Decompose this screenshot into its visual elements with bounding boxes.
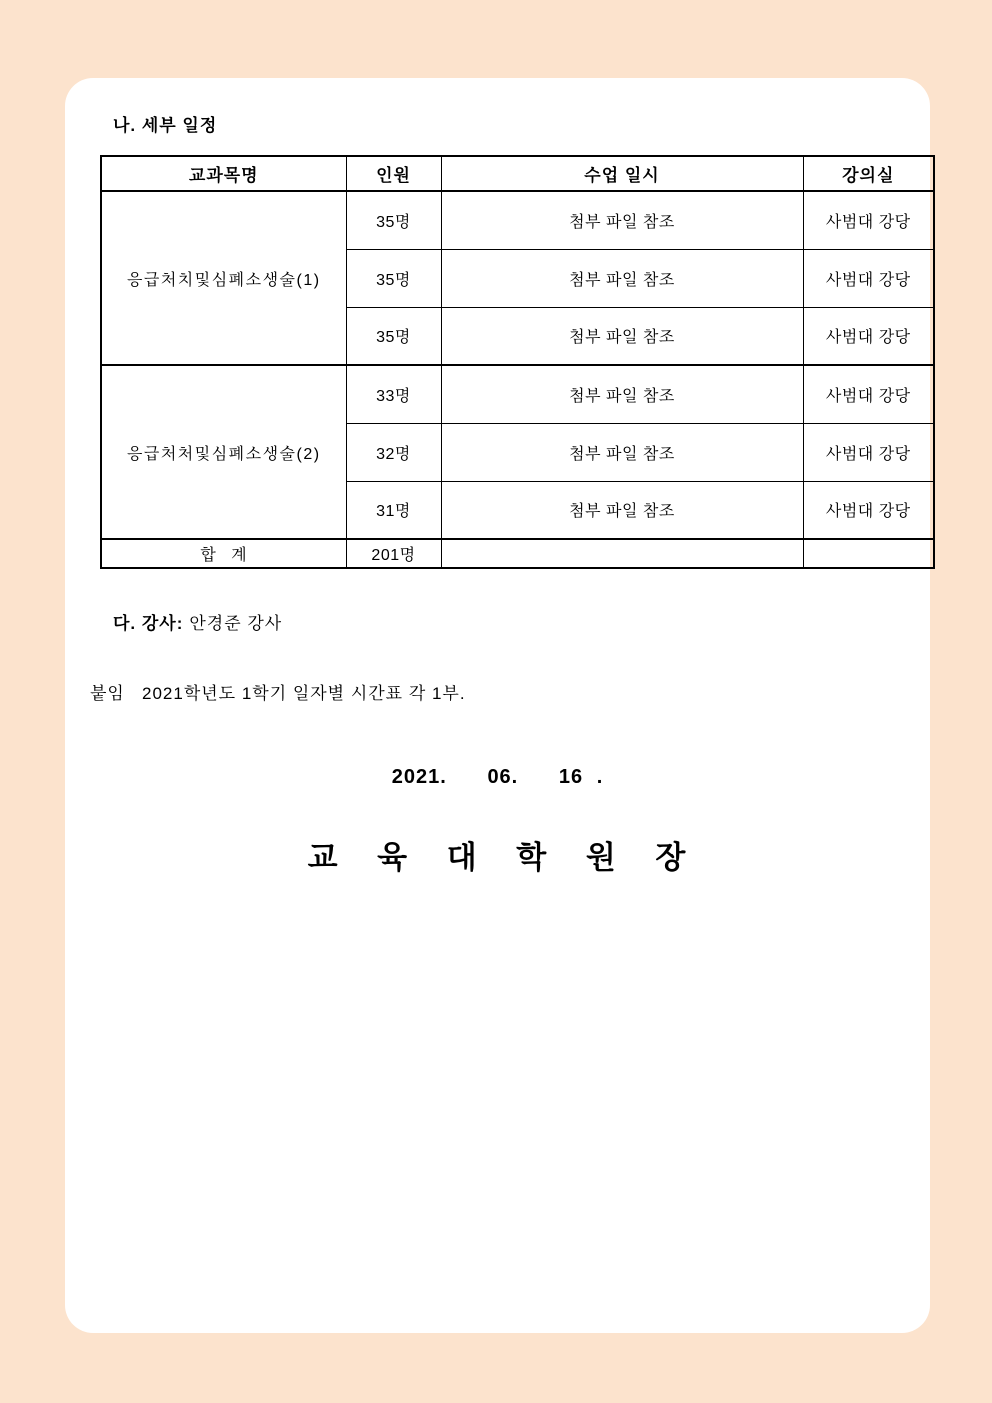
- table-total-row: [101, 539, 934, 568]
- count-cell: 35명: [346, 191, 441, 249]
- room-cell: 사범대 강당: [803, 191, 934, 249]
- count-cell: 35명: [346, 307, 441, 365]
- total-label-cell: 합 계: [101, 539, 346, 568]
- schedule-cell: 첨부 파일 참조: [441, 481, 803, 539]
- table-header-row: [101, 156, 934, 191]
- room-cell: 사범대 강당: [803, 423, 934, 481]
- schedule-cell: 첨부 파일 참조: [441, 365, 803, 423]
- section-c-line: [113, 609, 282, 634]
- schedule-cell: 첨부 파일 참조: [441, 423, 803, 481]
- table-row: [101, 365, 934, 423]
- count-cell: 35명: [346, 249, 441, 307]
- total-schedule-cell: [441, 539, 803, 568]
- schedule-table: [100, 155, 935, 569]
- section-b-title: 나. 세부 일정: [113, 116, 218, 135]
- room-cell: 사범대 강당: [803, 249, 934, 307]
- total-room-cell: [803, 539, 934, 568]
- count-cell: 32명: [346, 423, 441, 481]
- subject-cell-group2: 응급처처및심폐소생술(2): [101, 365, 346, 539]
- room-cell: 사범대 강당: [803, 307, 934, 365]
- room-cell: 사범대 강당: [803, 365, 934, 423]
- room-cell: 사범대 강당: [803, 481, 934, 539]
- document-card: [65, 78, 930, 1333]
- date-line: 2021. 06. 16 .: [391, 766, 604, 788]
- schedule-cell: 첨부 파일 참조: [441, 249, 803, 307]
- table-row: [101, 191, 934, 249]
- header-count: 인원: [346, 156, 441, 191]
- section-c-value: 안경준 강사: [189, 614, 283, 633]
- attachment-line: 붙임 2021학년도 1학기 일자별 시간표 각 1부.: [90, 684, 466, 703]
- subject-cell-group1: 응급처치및심폐소생술(1): [101, 191, 346, 365]
- count-cell: 31명: [346, 481, 441, 539]
- signature-title: 교 육 대 학 원 장: [307, 840, 688, 875]
- total-count-cell: 201명: [346, 539, 441, 568]
- count-cell: 33명: [346, 365, 441, 423]
- header-room: 강의실: [803, 156, 934, 191]
- schedule-cell: 첨부 파일 참조: [441, 191, 803, 249]
- schedule-cell: 첨부 파일 참조: [441, 307, 803, 365]
- section-c-label: 다. 강사:: [113, 614, 184, 633]
- header-subject: 교과목명: [101, 156, 346, 191]
- header-schedule: 수업 일시: [441, 156, 803, 191]
